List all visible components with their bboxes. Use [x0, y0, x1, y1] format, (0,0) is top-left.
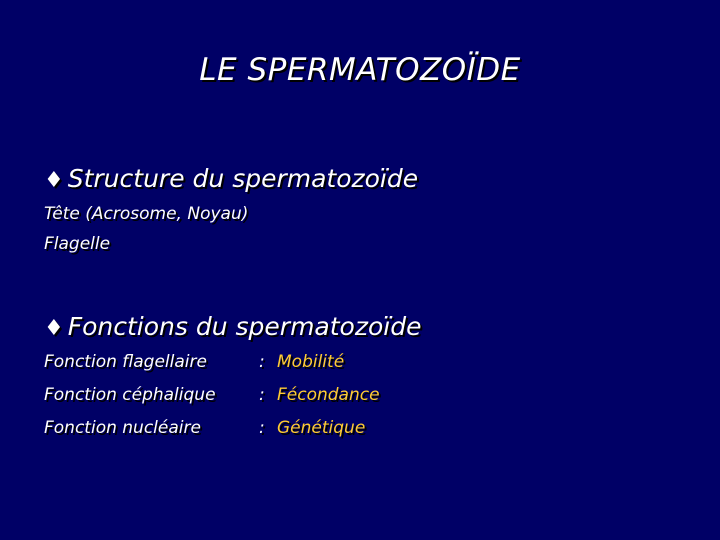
function-value: Génétique: [277, 418, 366, 438]
section-heading-functions: [44, 312, 421, 341]
function-separator: :: [259, 385, 265, 405]
function-name: Fonction céphalique: [44, 385, 216, 405]
structure-item-head: Tête (Acrosome, Noyau): [44, 204, 249, 224]
function-separator: :: [259, 418, 265, 438]
section-heading-label: Fonctions du spermatozoïde: [67, 312, 422, 341]
structure-item-flagellum: Flagelle: [44, 234, 111, 254]
function-name: Fonction flagellaire: [44, 352, 207, 372]
function-row-nuclear: [44, 416, 365, 440]
diamond-bullet-icon: ♦: [44, 168, 64, 193]
function-row-flagellar: [44, 350, 344, 374]
diamond-bullet-icon: ♦: [44, 316, 64, 341]
function-row-cephalic: [44, 383, 380, 407]
function-name: Fonction nucléaire: [44, 418, 201, 438]
function-value: Fécondance: [277, 385, 380, 405]
slide-title: LE SPERMATOZOÏDE: [199, 52, 521, 88]
section-heading-structure: [44, 164, 418, 193]
function-separator: :: [259, 352, 265, 372]
section-heading-label: Structure du spermatozoïde: [67, 164, 419, 193]
function-value: Mobilité: [277, 352, 345, 372]
